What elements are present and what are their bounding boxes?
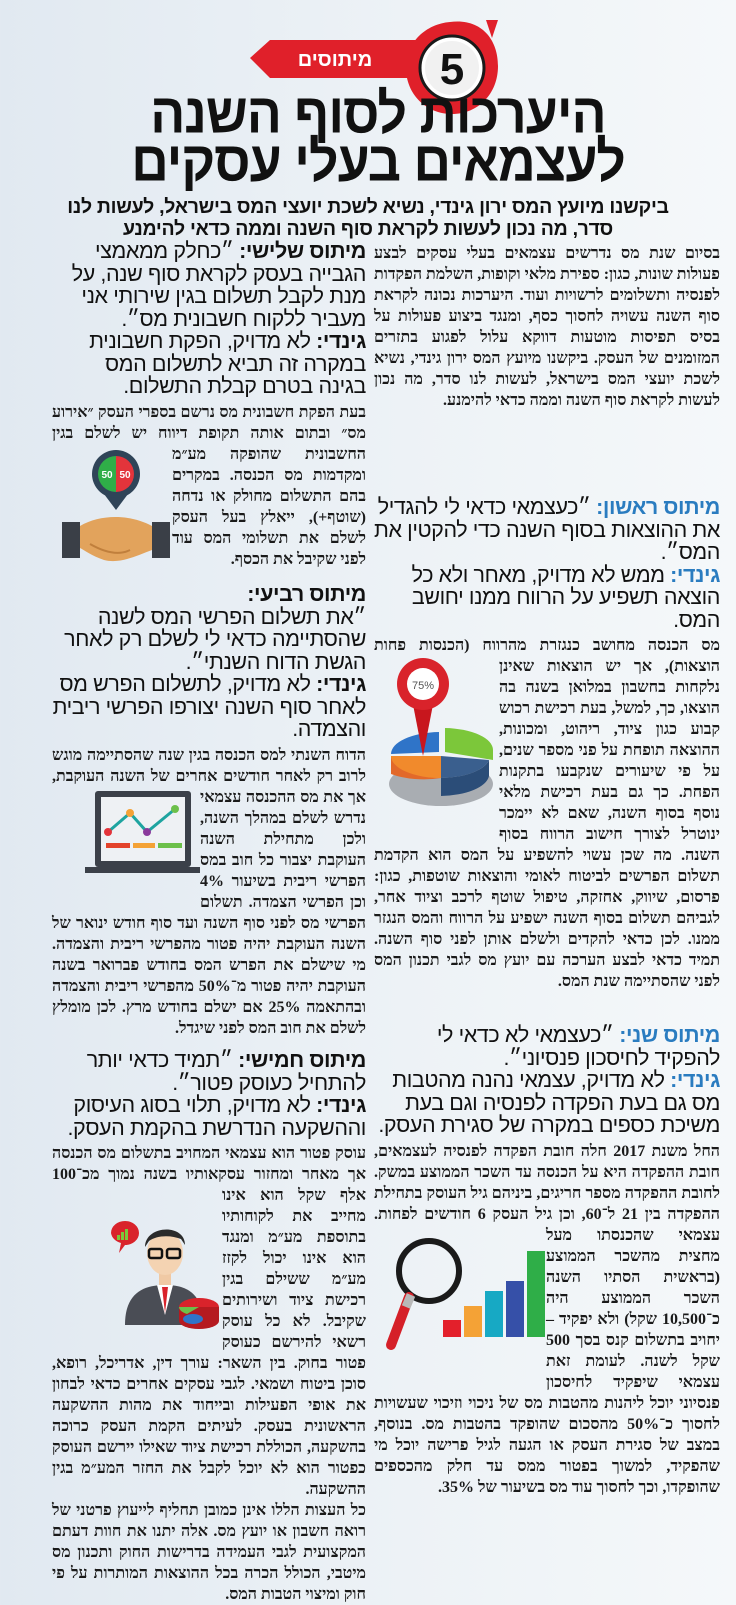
badge-label: מיתוסים	[297, 49, 373, 71]
magnifier-figure	[374, 1225, 546, 1373]
answer-text: ממש לא מדויק, מאחר ולא כל הוצאה תשפיע על הרווח ממנו יחושב המס.	[411, 562, 720, 632]
myth-quote: ״כחלק ממאמצי הגבייה בעסק לקראת סוף שנה, על מנת לקבל תשלום בגין שירותי אני מעביר ללקוח חשבונית מס״.	[71, 239, 366, 331]
myth-4-heading	[52, 583, 366, 741]
laptop-line-chart-icon	[85, 787, 200, 882]
myth-2-heading	[374, 1024, 720, 1137]
myth-3-section	[52, 240, 366, 570]
article-subtitle	[20, 196, 716, 240]
myth-quote: ״כעצמאי לא כדאי לי להפקיד לחיסכון פנסיוני״.	[436, 1023, 720, 1070]
myth-label: מיתוס ראשון:	[596, 495, 720, 519]
magnifier-bar-chart-icon	[381, 1225, 546, 1365]
businessman-figure	[52, 1185, 222, 1353]
myth-1-heading	[374, 496, 720, 631]
pie-chart-pin-icon	[379, 656, 499, 821]
myth-label: מיתוס רביעי:	[247, 582, 366, 606]
answer-text: לא מדויק, לתשלום הפרש מס לאחר סוף השנה יצורפו הפרשי ריבית והצמדה.	[52, 672, 366, 741]
myth-5-heading	[52, 1049, 366, 1139]
myth-3-body: בעת הפקת חשבונית מס נרשם בספרי העסק ״אירוע מס״ ובתום אותה תקופת דיווח יש לשלם בגין החשבונית שהופקה מע״מ ומקדמות מס הכנסה. במקרים בהם התשלום מחולק או נדחה (שוטף+), ייאלץ בעל העסק לשלם את תשלומי המס עוד לפני שקיבל את הכסף.	[52, 403, 366, 568]
title-line-1: היערכות לסוף השנה	[150, 82, 606, 146]
laptop-figure	[52, 787, 200, 913]
answer-text: לא מדויק, עצמאי נהנה מהטבות מס גם בעת הפקדה לפנסיה וגם בעת משיכת כספים במקרה של סגירת העסק.	[378, 1068, 720, 1137]
answer-text: לא מדויק, הפקת חשבונית במקרה זה תביא לתשלום המס בגינה בטרם קבלת התשלום.	[89, 329, 366, 398]
myth-quote: ״תמיד כדאי יותר להתחיל כעוסק פטור״.	[86, 1048, 366, 1095]
answer-label: גינדי:	[316, 1093, 366, 1117]
myth-4-body: הדוח השנתי למס הכנסה בגין שנה שהסתיימה מוגש לרוב רק לאחר חודשים אחרים של השנה העוקבת, אך את מס ההכנסה עצמאי נדרש לשלם במהלך השנה, ולכן מתחילת השנה העוקבת יצבור כל חוב במס הפרשי ריבית בשיעור 4% וכן הפרשי הצמדה. תשלום הפרשי מס לפני סוף השנה ועד סוף חודש ינואר של השנה העוקבת יהיה פטור מהפרשי ריבית והצמדה. מי שישלם את הפרש המס בחודש פברואר בשנה העוקבת יהיה פטור מ־50% מהפרשי ריבית והצמדה ובהתאמה 25% אם ישלם בחודש מרץ. לכן מומלץ לשלם את חוב המס לפני שיגדל.	[52, 746, 367, 1037]
myth-label: מיתוס שלישי:	[239, 239, 366, 263]
myth-5-body: עוסק פטור הוא עצמאי המחויב בתשלום מס הכנסה אך מאחר ומחזור עסקאותיו בשנה נמוך מכ־100 אלף שקל הוא אינו מחייב את לקוחותיו בתוספת מע״מ ומנגד הוא אינו יכול לקזז מע״מ ששילם בגין רכישת ציוד ושירותים שקיבל. לא כל עוסק רשאי להירשם כעוסק פטור בחוק. בין השאר: עורך דין, אדריכל, רופא, סוכן ביטוח ושמאי. לגבי עסקים אחרים כדאי לבחון את אופי הפעילות ובייחוד את מהות ההשקעה הראשונית בעסק. לעיתים הקמת העסק כרוכה בהשקעה, הכוללת רכישת ציוד שאילו יירשם העוסק כפטור הוא לא יוכל לקבל את החזר המע״מ בגין ההשקעה.	[52, 1145, 366, 1498]
myth-1-section	[374, 496, 720, 992]
handshake-figure	[52, 444, 172, 570]
handshake-icon	[60, 444, 172, 564]
myth-2-section	[374, 1024, 720, 1498]
handshake-left-value: 50	[101, 469, 113, 481]
answer-label: גינדי:	[670, 1068, 720, 1092]
answer-text: לא מדויק, תלוי בסוג העיסוק וההשקעה הנדרשת בהקמת העסק.	[67, 1093, 366, 1140]
title-line-2: לעצמאים בעלי עסקים	[131, 130, 625, 194]
answer-label: גינדי:	[670, 562, 720, 587]
myth-2-body: החל משנת 2017 חלה חובת הפקדה לפנסיה לעצמאים, חובת ההפקדה היא על הכנסה עד השכר הממוצע במשק. לחובת ההפקדה מספר חריגים, ביניהם גיל העוסק בתחילת ההפקדה בין 21 ל־60, וכן גיל העסק 6 חודשים לפחות. עצמאי שהכנסתו מעל מחצית מהשכר הממוצע (בראשית הסתיו השנה השכר הממוצע היה כ־10,500 שקל) ולא יפקיד – יחויב בתשלום קנס בסך 500 שקל לשנה. לעומת זאת עצמאי שיפקיד לחיסכון פנסיוני יוכל ליהנות מהטבות מס של ניכוי וזיכוי שעשויות לחסוך כ־50% מהסכום שהופקד בהטבות מס. בנוסף, במצב של סגירת העסק או הגעה לגיל פרישה יוכל מי שהפקיד, למשוך בפטור ממס עד חלק מהכספים שהופקדו, וכך לחסוך עוד מס בשיעור של 35%.	[374, 1142, 721, 1496]
intro-paragraph: בסיום שנת מס נדרשים עצמאים בעלי עסקים לבצע פעולות שונות, כגון: ספירת מלאי וקופות, השלמת הפקדות לפנסיה ותשלומים לרשויות ועוד. היערכות נכונה לקראת סוף השנה עשויה לחסוך כסף, ומנגד ביצוע פעולות על בסיס תפיסות מוטעות דווקא עלול לפגוע בתזרים המזומנים של העסק. ביקשנו מיועץ המס ירון גינדי, נשיא לשכת יועצי המס בישראל, לעשות לנו סדר, מה נכון לעשות לקראת סוף השנה וממה כדאי להימנע.	[374, 245, 720, 409]
subtitle-line-2: סדר, מה נכון לעשות לקראת סוף השנה וממה כדאי להימנע	[122, 218, 613, 240]
article-title	[40, 82, 716, 194]
handshake-right-value: 50	[119, 469, 131, 481]
answer-label: גינדי:	[316, 672, 366, 696]
subtitle-line-1: ביקשנו מיועץ המס ירון גינדי, נשיא לשכת יועצי המס בישראל, לעשות לנו	[67, 196, 669, 218]
closing-paragraph: כל העצות הללו אינן כמובן תחליף לייעוץ פרטני של רואה חשבון או יועץ מס. אלה יתנו את חוות דעתם המקצועית לגבי העמידה בדרישות החוק ותכנון מס מיטבי, הכולל הכרה בכל ההוצאות המותרות על פי חוק ומיצוי הטבות המס.	[52, 1502, 366, 1603]
answer-label: גינדי:	[316, 329, 366, 353]
myth-label: מיתוס חמישי:	[238, 1048, 366, 1072]
myth-1-body: מס הכנסה מחושב כנגזרת מהרווח (הכנסות פחות הוצאות), אך יש הוצאות שאינן נלקחות בחשבון במלואן בשנה בה הוצאו, כך, למשל, בעת רכישת רכוש קבוע כגון ציוד, ריהוט, ומכונות, ההוצאה תופחת על פני מספר שנים, על פי שיעורים שנקבעו בתקנות הפחת. כך גם בעת רכישת מלאי נוסף בסוף השנה, שאם לא יימכר ינוטרל לצורך חישוב הרווח בסוף השנה. מה שכן עשוי להשפיע על המס הוא הקדמת תשלום הפרשים לביטוח לאומי והוצאות שוטפות, כגון: פרסום, שיווק, אחזקה, טיפול שוטף לרכב וציוד אחר, לגביהם תשלום בסוף השנה ישפיע על הרווח והמס הנגזר ממנו. לכן כדאי להקדים ולשלם אותן לפני סוף השנה. תמיד כדאי לבצע הערכה עם יועץ מס לגבי תכנון המס לפני שהסתיימה שנת המס.	[374, 637, 720, 990]
myth-quote: ״כעצמאי כדאי לי להגדיל את ההוצאות בסוף השנה כדי להקטין את המס״.	[374, 495, 720, 564]
pie-chart-figure	[374, 656, 499, 826]
myth-3-heading	[52, 240, 366, 398]
businessman-icon	[107, 1215, 222, 1330]
myth-5-section	[52, 1049, 366, 1605]
myth-quote: ״את תשלום הפרשי המס לשנה שהסתיימה כדאי לי לשלם רק לאחר הגשת הדוח השנתי״.	[64, 604, 366, 674]
pie-percent-label: 75%	[411, 680, 435, 692]
myth-label: מיתוס שני:	[619, 1023, 720, 1047]
badge-number: 5	[439, 45, 465, 94]
myth-4-section	[52, 583, 366, 1039]
